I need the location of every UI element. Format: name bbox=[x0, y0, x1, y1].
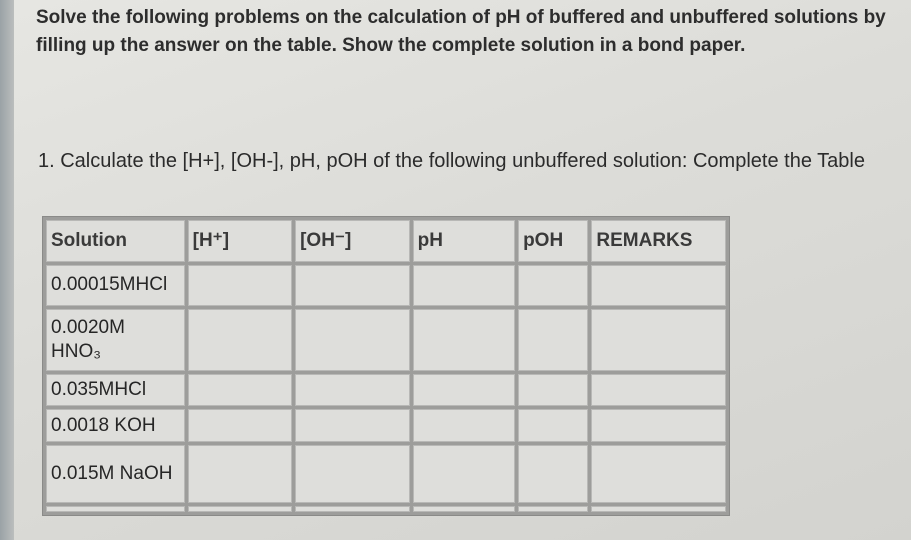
header-oh-ion: [OH⁻] bbox=[295, 220, 410, 262]
table-row bbox=[46, 409, 726, 441]
instructions-text: Solve the following problems on the calculation of pH of buffered and unbuffered solutions by filling up the answer on the table. Show the complete solution in a bond paper. bbox=[36, 7, 886, 56]
solution-cell: 0.00015MHCl bbox=[46, 265, 185, 307]
table-row bbox=[46, 445, 726, 503]
remarks-cell[interactable] bbox=[591, 445, 726, 503]
header-h-ion: [H⁺] bbox=[188, 220, 292, 262]
ph-cell[interactable] bbox=[413, 374, 515, 406]
remarks-cell[interactable] bbox=[591, 309, 726, 371]
h-ion-cell[interactable] bbox=[188, 445, 292, 503]
table-row bbox=[46, 309, 726, 371]
h-ion-cell[interactable] bbox=[188, 309, 292, 371]
solution-cell: 0.035MHCl bbox=[46, 374, 185, 406]
oh-ion-cell[interactable] bbox=[295, 309, 410, 371]
empty-cell bbox=[188, 506, 292, 512]
poh-cell[interactable] bbox=[518, 374, 588, 406]
oh-ion-cell[interactable] bbox=[295, 265, 410, 307]
oh-ion-cell[interactable] bbox=[295, 374, 410, 406]
remarks-cell[interactable] bbox=[591, 374, 726, 406]
empty-cell bbox=[591, 506, 726, 512]
h-ion-cell[interactable] bbox=[188, 374, 292, 406]
empty-cell bbox=[413, 506, 515, 512]
answer-table-container bbox=[42, 216, 730, 516]
header-solution: Solution bbox=[46, 220, 185, 262]
solution-cell: 0.0018 KOH bbox=[46, 409, 185, 441]
header-remarks: REMARKS bbox=[591, 220, 726, 262]
poh-cell[interactable] bbox=[518, 265, 588, 307]
h-ion-cell[interactable] bbox=[188, 265, 292, 307]
h-ion-cell[interactable] bbox=[188, 409, 292, 441]
empty-cell bbox=[46, 506, 185, 512]
question-text: 1. Calculate the [H+], [OH-], pH, pOH of the following unbuffered solution: Complete the Table bbox=[38, 150, 865, 172]
ph-cell[interactable] bbox=[413, 265, 515, 307]
oh-ion-cell[interactable] bbox=[295, 409, 410, 441]
empty-cell bbox=[518, 506, 588, 512]
remarks-cell[interactable] bbox=[591, 409, 726, 441]
solution-cell: 0.015M NaOH bbox=[46, 445, 185, 503]
poh-cell[interactable] bbox=[518, 309, 588, 371]
ph-cell[interactable] bbox=[413, 409, 515, 441]
header-ph: pH bbox=[413, 220, 515, 262]
answer-table bbox=[43, 217, 729, 515]
table-row bbox=[46, 265, 726, 307]
ph-cell[interactable] bbox=[413, 445, 515, 503]
oh-ion-cell[interactable] bbox=[295, 445, 410, 503]
table-row bbox=[46, 374, 726, 406]
remarks-cell[interactable] bbox=[591, 265, 726, 307]
poh-cell[interactable] bbox=[518, 409, 588, 441]
empty-cell bbox=[295, 506, 410, 512]
solution-cell: 0.0020M HNO₃ bbox=[46, 309, 185, 371]
table-header-row bbox=[46, 220, 726, 262]
table-extra-row bbox=[46, 506, 726, 512]
poh-cell[interactable] bbox=[518, 445, 588, 503]
header-poh: pOH bbox=[518, 220, 588, 262]
ph-cell[interactable] bbox=[413, 309, 515, 371]
